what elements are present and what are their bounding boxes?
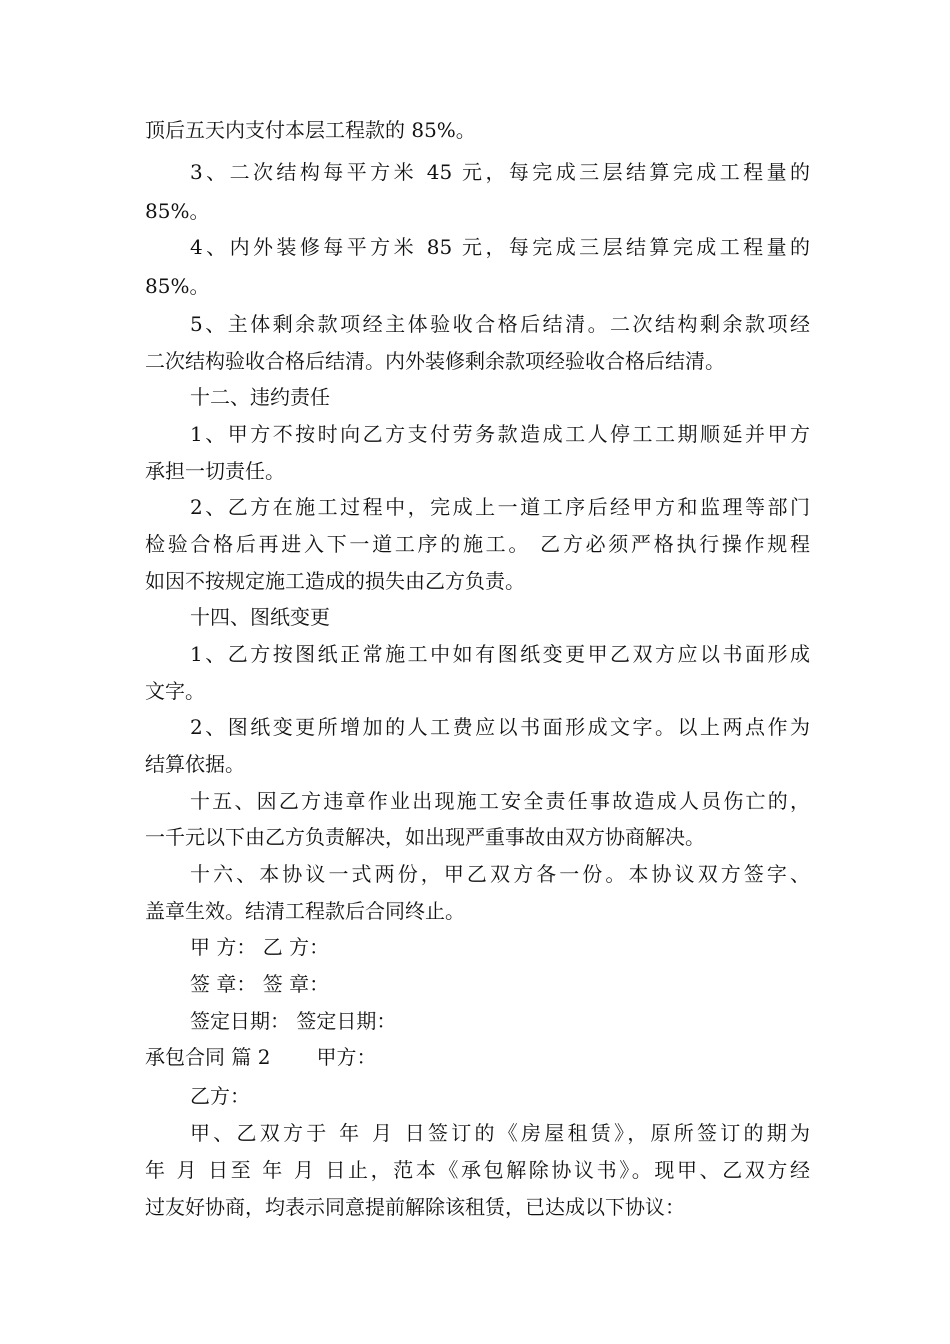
paragraph-line: 检验合格后再进入下一道工序的施工。 乙方必须严格执行操作规程 [145,532,810,556]
paragraph-line: 承担一切责任。 [145,459,285,483]
paragraph-line: 十六、本协议一式两份，甲乙双方各一份。本协议双方签字、 [190,862,810,886]
signature-line: 签 章： 签 章： [190,972,330,996]
paragraph-line: 文字。 [145,679,205,703]
contract-heading-line [145,1039,810,1075]
signature-line: 签定日期： 签定日期： [190,1009,397,1033]
paragraph-line: 一千元以下由乙方负责解决，如出现严重事故由双方协商解决。 [145,825,705,849]
section-heading: 十四、图纸变更 [190,605,330,629]
paragraph-line: 过友好协商，均表示同意提前解除该租赁，已达成以下协议： [145,1195,685,1219]
paragraph-line: 如因不按规定施工造成的损失由乙方负责。 [145,569,525,593]
paragraph-line: 二次结构验收合格后结清。内外装修剩余款项经验收合格后结清。 [145,349,725,373]
contract-title: 承包合同 篇 2 [145,1045,271,1069]
paragraph-line: 4、内外装修每平方米 85 元，每完成三层结算完成工程量的 [190,235,810,259]
paragraph-line: 85%。 [145,274,210,298]
party-a-label: 甲方： [316,1045,377,1069]
paragraph-line: 2、乙方在施工过程中，完成上一道工序后经甲方和监理等部门 [190,495,810,519]
paragraph-line: 十五、因乙方违章作业出现施工安全责任事故造成人员伤亡的， [190,789,810,813]
paragraph-line: 结算依据。 [145,752,245,776]
paragraph-line: 年 月 日至 年 月 日止，范本《承包解除协议书》。现甲、乙双方经 [145,1158,810,1182]
signature-line: 甲 方： 乙 方： [190,935,330,959]
paragraph-line: 3、二次结构每平方米 45 元，每完成三层结算完成工程量的 [190,160,810,184]
paragraph-line: 1、甲方不按时向乙方支付劳务款造成工人停工工期顺延并甲方 [190,422,810,446]
paragraph-line: 1、乙方按图纸正常施工中如有图纸变更甲乙双方应以书面形成 [190,642,810,666]
paragraph-line: 85%。 [145,199,210,223]
party-b-label: 乙方： [190,1084,250,1108]
paragraph-line: 2、图纸变更所增加的人工费应以书面形成文字。以上两点作为 [190,715,810,739]
paragraph-line: 盖章生效。结清工程款后合同终止。 [145,899,465,923]
paragraph-line: 5、主体剩余款项经主体验收合格后结清。二次结构剩余款项经 [190,312,810,336]
paragraph-line: 顶后五天内支付本层工程款的 85%。 [145,118,476,142]
paragraph-line: 甲、乙双方于 年 月 日签订的《房屋租赁》，原所签订的期为 [190,1121,810,1145]
section-heading: 十二、违约责任 [190,385,330,409]
